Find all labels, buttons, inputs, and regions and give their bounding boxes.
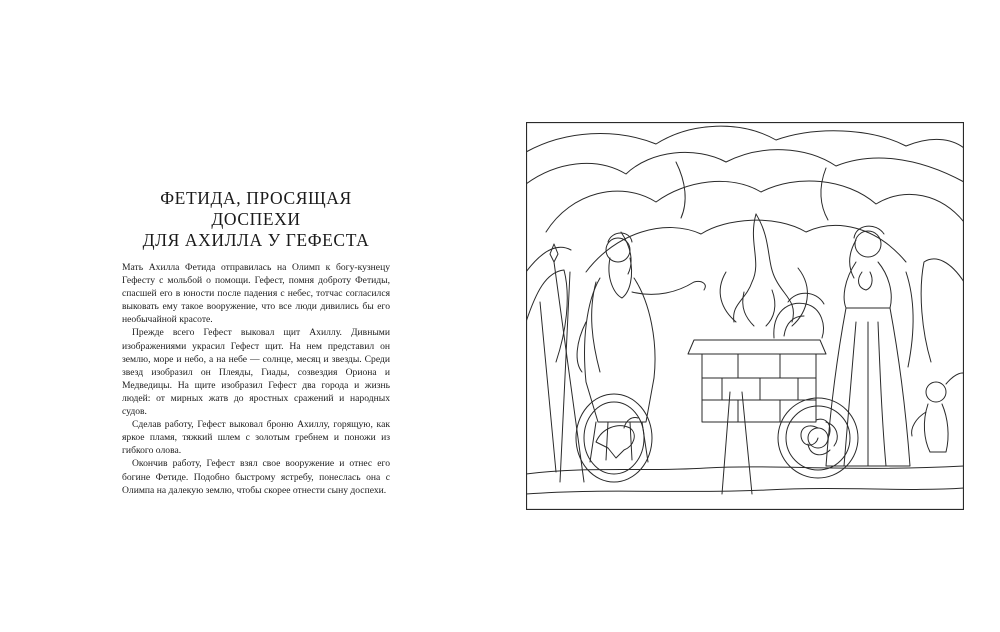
forge-scene-drawing xyxy=(526,122,964,510)
paragraph-4: Окончив работу, Гефест взял свое вооружение и отнес его богине Фетиде. Подобно быстрому ястребу, понеслась она с Олимпа на далекую землю, чтобы скорее отнести сыну доспехи. xyxy=(122,458,390,496)
body-text xyxy=(122,261,390,497)
paragraph-1: Мать Ахилла Фетида отправилась на Олимп к богу-кузнецу Гефесту с мольбой о помощи. Гефест, помня доброту Фетиды, спасшей его в юности после падения с небес, тотчас согласился выковать ему такое вооружение, что все люди дивились бы его необычайной красоте. xyxy=(122,262,390,326)
page-title xyxy=(122,188,390,251)
paragraph-3: Сделав работу, Гефест выковал броню Ахиллу, горящую, как яркое пламя, тяжкий шлем с золотым гребнем и поножи из гибкого олова. xyxy=(122,419,390,457)
text-column xyxy=(122,188,390,497)
coloring-illustration xyxy=(526,122,964,510)
title-line-2: ДЛЯ АХИЛЛА У ГЕФЕСТА xyxy=(142,230,370,250)
paragraph-2: Прежде всего Гефест выковал щит Ахиллу. Дивными изображениями украсил Гефест щит. На нем представил он землю, море и небо, а на небе — солнце, месяц и звезды. Среди звезд изобразил он Плеяды, Гиады, созвездия Ориона и Медведицы. На щите изобразил Гефест два города и жизнь людей: от мирных жатв до яростных сражений и народных судов. xyxy=(122,327,390,418)
title-line-1: ФЕТИДА, ПРОСЯЩАЯ ДОСПЕХИ xyxy=(160,188,352,229)
